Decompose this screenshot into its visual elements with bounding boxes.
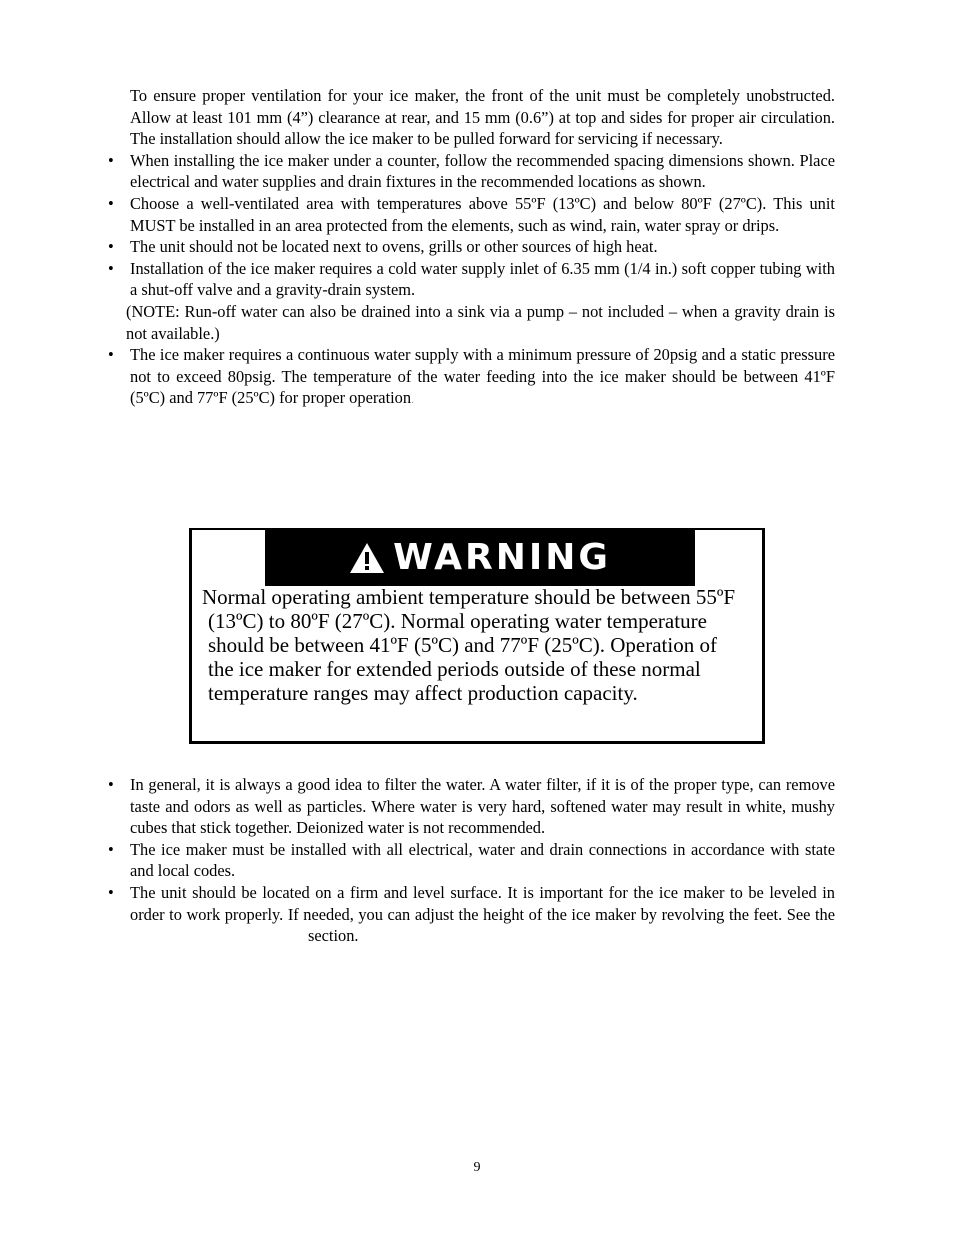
list-item — [108, 258, 835, 301]
list-item — [108, 193, 835, 236]
warning-title: WARNING — [393, 536, 611, 578]
warning-line: temperature ranges may affect production capacity. — [208, 681, 638, 705]
bullet-text: The unit should not be located next to ovens, grills or other sources of high heat. — [130, 237, 658, 257]
warning-triangle-icon — [349, 541, 385, 575]
warning-line: should be between 41ºF (5ºC) and 77ºF (25ºC). Operation of — [208, 633, 717, 657]
bullet-marker: • — [108, 193, 114, 213]
bullet-marker: • — [108, 345, 114, 365]
warning-box — [189, 528, 765, 744]
lower-text — [108, 774, 835, 947]
bullet-marker: • — [108, 882, 114, 902]
bullet-text-end: . — [411, 394, 414, 407]
warning-line: (13ºC) to 80ºF (27ºC). Normal operating water temperature — [208, 609, 707, 633]
bullet-marker: • — [108, 775, 114, 794]
main-text — [108, 85, 835, 412]
bullet-text: The unit should be located on a firm and level surface. It is important for the ice maker to be leveled in order to work properly. If needed, you can adjust the height of the ice maker by revolving the feet. See the — [130, 882, 835, 924]
bullet-list-water — [108, 344, 835, 412]
list-item — [108, 882, 835, 947]
bullet-marker: • — [108, 150, 114, 170]
bullet-text-end: section. — [308, 926, 359, 946]
bullet-list-bottom — [108, 774, 835, 947]
page-number: 9 — [473, 1160, 481, 1175]
list-item — [108, 150, 835, 193]
bullet-text: The ice maker must be installed with all electrical, water and drain connections in accordance with state and local codes. — [130, 839, 835, 881]
warning-banner — [265, 529, 695, 586]
warning-line: the ice maker for extended periods outside of these normal — [208, 657, 701, 681]
bullet-list-top — [108, 150, 835, 301]
bullet-text: Choose a well-ventilated area with temperatures above 55ºF (13ºC) and below 80ºF (27ºC). This unit MUST be installed in an area protected from the elements, such as wind, rain, water spray or drips. — [130, 193, 835, 235]
list-item — [108, 236, 835, 258]
bullet-marker: • — [108, 839, 114, 859]
list-item — [108, 774, 835, 839]
list-item — [108, 344, 835, 412]
bullet-marker: • — [108, 237, 114, 257]
drain-note: (NOTE: Run-off water can also be drained into a sink via a pump – not included – when a gravity drain is not available.) — [126, 301, 835, 343]
list-item — [108, 839, 835, 882]
bullet-text: Installation of the ice maker requires a cold water supply inlet of 6.35 mm (1/4 in.) soft copper tubing with a shut-off valve and a gravity-drain system. — [130, 258, 835, 300]
bullet-text: When installing the ice maker under a counter, follow the recommended spacing dimensions shown. Place electrical and water supplies and drain fixtures in the recommended locations as shown. — [130, 150, 835, 192]
warning-line: Normal operating ambient temperature should be between 55ºF — [202, 585, 736, 609]
bullet-text: In general, it is always a good idea to filter the water. A water filter, if it is of the proper type, can remove taste and odors as well as particles. Where water is very hard, softened water may result in white, mushy cubes that stick together. Deionized water is not recommended. — [130, 775, 835, 838]
intro-paragraph: To ensure proper ventilation for your ice maker, the front of the unit must be completely unobstructed. Allow at least 101 mm (4”) clearance at rear, and 15 mm (0.6”) at top and sides for proper air circulation. The installation should allow the ice maker to be pulled forward for servicing if necessary. — [130, 86, 835, 149]
warning-message — [202, 585, 762, 705]
bullet-marker: • — [108, 258, 114, 278]
bullet-text: The ice maker requires a continuous water supply with a minimum pressure of 20psig and a static pressure not to exceed 80psig. The temperature of the water feeding into the ice maker should be between 41ºF (5ºC) and 77ºF (25ºC) for proper operation — [130, 345, 835, 408]
